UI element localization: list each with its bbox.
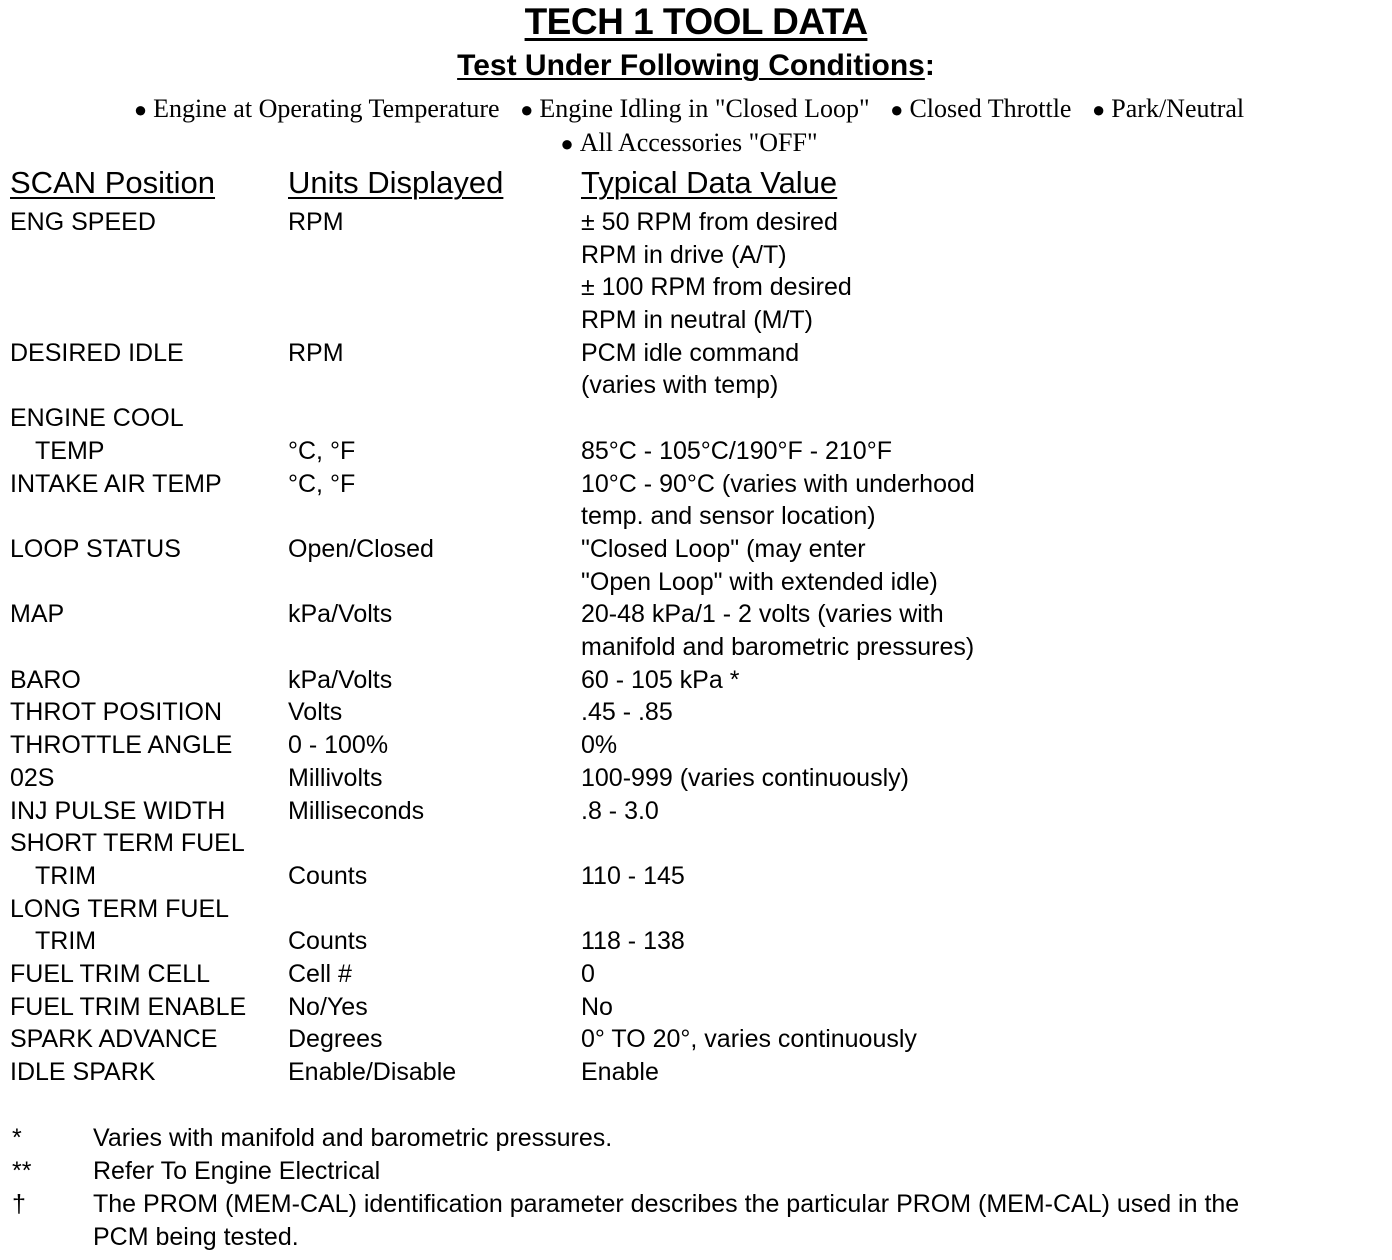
scan-position-cell — [10, 598, 280, 631]
units-cell-line: kPa/Volts — [288, 600, 393, 629]
condition-text: Engine Idling in "Closed Loop" — [539, 94, 870, 123]
scan-position-cell — [10, 1023, 280, 1056]
units-cell-line: °C, °F — [288, 436, 356, 465]
typical-value-cell — [581, 1056, 1381, 1089]
condition-text: Engine at Operating Temperature — [153, 94, 500, 123]
units-cell-line: Enable/Disable — [288, 1058, 457, 1087]
typical-value-cell-line: 85°C - 105°C/190°F - 210°F — [581, 436, 892, 465]
table-row — [0, 402, 1392, 467]
condition-text: Park/Neutral — [1111, 94, 1245, 123]
typical-value-cell-line: 60 - 105 kPa * — [581, 665, 740, 694]
units-cell-line: Cell # — [288, 959, 352, 988]
footnote-symbol: † — [12, 1190, 26, 1218]
scan-position-cell-line: 02S — [10, 763, 55, 792]
typical-value-cell — [581, 533, 1381, 598]
typical-value-cell-line: Enable — [581, 1058, 659, 1087]
units-cell-line: 0 - 100% — [288, 731, 389, 760]
scan-position-cell — [10, 762, 280, 795]
table-row — [0, 533, 1392, 598]
footnote-symbol: * — [12, 1124, 22, 1152]
units-cell — [288, 337, 568, 370]
footnote — [0, 1155, 1392, 1188]
units-cell-line: Open/Closed — [288, 534, 434, 563]
typical-value-cell-line: 0% — [581, 731, 618, 760]
typical-value-cell-line — [581, 827, 1381, 860]
table-row — [0, 468, 1392, 533]
page-title: TECH 1 TOOL DATA — [524, 1, 868, 42]
units-cell-line — [288, 402, 568, 435]
units-cell — [288, 696, 568, 729]
scan-position-cell — [10, 468, 280, 501]
typical-value-cell-line: 10°C - 90°C (varies with underhood — [581, 469, 975, 498]
typical-value-cell — [581, 468, 1381, 533]
units-cell — [288, 795, 568, 828]
scan-position-cell — [10, 696, 280, 729]
typical-value-cell-line: .45 - .85 — [581, 698, 673, 727]
units-cell-line: No/Yes — [288, 992, 368, 1021]
scan-position-cell-line: TRIM — [35, 861, 97, 890]
conditions-heading-colon: : — [924, 49, 935, 82]
scan-position-cell-line: THROTTLE ANGLE — [10, 731, 233, 760]
footnote-symbol: ** — [12, 1157, 32, 1185]
scan-position-cell-line: SPARK ADVANCE — [10, 1025, 218, 1054]
condition-item — [520, 94, 870, 123]
typical-value-cell — [581, 696, 1381, 729]
table-row — [0, 696, 1392, 729]
units-cell — [288, 893, 568, 958]
scan-position-cell — [10, 958, 280, 991]
scan-position-cell-line: DESIRED IDLE — [10, 338, 184, 367]
units-cell — [288, 1023, 568, 1056]
table-row — [0, 664, 1392, 697]
bullet-icon: ● — [890, 97, 904, 122]
scan-position-cell — [10, 795, 280, 828]
condition-item — [1092, 94, 1244, 123]
typical-value-cell-line: 110 - 145 — [581, 861, 685, 890]
test-conditions — [20, 92, 1372, 160]
scan-position-cell-line: FUEL TRIM ENABLE — [10, 992, 247, 1021]
bullet-icon: ● — [520, 97, 534, 122]
scan-position-cell — [10, 402, 280, 467]
scan-position-cell-line: THROT POSITION — [10, 698, 223, 727]
scan-position-cell-line: IDLE SPARK — [10, 1058, 156, 1087]
typical-value-cell-line: manifold and barometric pressures) — [581, 633, 975, 662]
typical-value-cell-line: "Open Loop" with extended idle) — [581, 567, 938, 596]
typical-value-cell — [581, 598, 1381, 663]
footnote — [0, 1188, 1392, 1254]
table-row — [0, 991, 1392, 1024]
footnote-text: The PROM (MEM-CAL) identification parameter describes the particular PROM (MEM-CAL) used in the — [93, 1190, 1240, 1218]
units-cell — [288, 533, 568, 566]
typical-value-cell-line: No — [581, 992, 613, 1021]
condition-item — [560, 128, 817, 157]
table-row — [0, 827, 1392, 892]
condition-item — [134, 94, 500, 123]
scan-position-cell — [10, 827, 280, 892]
typical-value-cell — [581, 402, 1381, 467]
footnote-text: Refer To Engine Electrical — [93, 1157, 381, 1185]
units-cell — [288, 1056, 568, 1089]
table-row — [0, 958, 1392, 991]
units-cell — [288, 598, 568, 631]
table-row — [0, 893, 1392, 958]
typical-value-cell — [581, 795, 1381, 828]
scan-position-cell — [10, 337, 280, 370]
typical-value-cell-line: 20-48 kPa/1 - 2 volts (varies with — [581, 600, 944, 629]
units-cell-line: kPa/Volts — [288, 665, 393, 694]
data-table — [0, 206, 1392, 1089]
condition-text: Closed Throttle — [909, 94, 1072, 123]
units-cell — [288, 402, 568, 467]
table-row — [0, 729, 1392, 762]
scan-position-cell-line: ENG SPEED — [10, 208, 156, 236]
units-cell-line: °C, °F — [288, 469, 356, 498]
scan-position-cell — [10, 893, 280, 958]
typical-value-cell — [581, 206, 1381, 337]
scan-position-cell-line: FUEL TRIM CELL — [10, 959, 211, 988]
table-row — [0, 795, 1392, 828]
scan-position-cell — [10, 991, 280, 1024]
typical-value-cell-line: "Closed Loop" (may enter — [581, 534, 866, 563]
units-cell-line: Volts — [288, 698, 343, 727]
table-row — [0, 598, 1392, 663]
table-row — [0, 1023, 1392, 1056]
units-cell-line: Millivolts — [288, 763, 383, 792]
units-cell-line: RPM — [288, 208, 344, 236]
units-cell-line: Counts — [288, 927, 368, 956]
footnotes — [0, 1122, 1392, 1254]
condition-text: All Accessories "OFF" — [579, 128, 818, 157]
typical-value-cell-line: PCM idle command — [581, 338, 800, 367]
column-header-units-displayed: Units Displayed — [288, 165, 504, 200]
units-cell — [288, 206, 568, 239]
typical-value-cell — [581, 664, 1381, 697]
condition-item — [890, 94, 1071, 123]
units-cell-line — [288, 827, 568, 860]
table-row — [0, 337, 1392, 402]
scan-position-cell — [10, 206, 280, 239]
bullet-icon: ● — [133, 97, 148, 122]
typical-value-cell — [581, 958, 1381, 991]
units-cell — [288, 729, 568, 762]
units-cell — [288, 958, 568, 991]
typical-value-cell-line — [581, 893, 1381, 926]
units-cell-line — [288, 893, 568, 926]
typical-value-cell-line: 118 - 138 — [581, 927, 685, 956]
conditions-heading-text: Test Under Following Conditions — [457, 49, 925, 82]
units-cell-line: Counts — [288, 861, 368, 890]
footnote — [0, 1122, 1392, 1155]
typical-value-cell — [581, 762, 1381, 795]
table-row — [0, 206, 1392, 337]
scan-position-cell-line: TEMP — [35, 436, 105, 465]
scan-position-cell-line: ENGINE COOL — [10, 404, 184, 433]
units-cell-line: Milliseconds — [288, 796, 425, 825]
units-cell-line: Degrees — [288, 1025, 383, 1054]
units-cell — [288, 762, 568, 795]
typical-value-cell — [581, 337, 1381, 402]
scan-position-cell-line: LONG TERM FUEL — [10, 894, 230, 923]
typical-value-cell — [581, 1023, 1381, 1056]
typical-value-cell — [581, 991, 1381, 1024]
typical-value-cell-line: ± 50 RPM from desired — [581, 208, 838, 236]
scan-position-cell-line: MAP — [10, 600, 65, 629]
scan-position-cell-line: BARO — [10, 665, 81, 694]
typical-value-cell — [581, 893, 1381, 958]
typical-value-cell-line: RPM in neutral (M/T) — [581, 306, 813, 335]
bullet-icon: ● — [560, 131, 574, 156]
column-header-typical-data-value: Typical Data Value — [581, 165, 838, 200]
units-cell — [288, 468, 568, 501]
typical-value-cell-line: temp. and sensor location) — [581, 502, 876, 531]
scan-position-cell — [10, 729, 280, 762]
typical-value-cell-line: 100-999 (varies continuously) — [581, 763, 909, 792]
units-cell-line: RPM — [288, 338, 344, 367]
typical-value-cell-line: ± 100 RPM from desired — [581, 273, 852, 302]
typical-value-cell — [581, 729, 1381, 762]
table-row — [0, 762, 1392, 795]
typical-value-cell-line: .8 - 3.0 — [581, 796, 659, 825]
units-cell — [288, 664, 568, 697]
typical-value-cell-line — [581, 402, 1381, 435]
scan-position-cell-line: LOOP STATUS — [10, 534, 181, 563]
typical-value-cell-line: (varies with temp) — [581, 371, 779, 400]
bullet-icon: ● — [1091, 97, 1106, 122]
scan-position-cell — [10, 1056, 280, 1089]
footnote-text: PCM being tested. — [93, 1223, 299, 1251]
scan-position-cell — [10, 533, 280, 566]
footnote-text: Varies with manifold and barometric pressures. — [93, 1124, 613, 1152]
typical-value-cell-line: 0 — [581, 959, 595, 988]
scan-position-cell-line: SHORT TERM FUEL — [10, 829, 245, 858]
units-cell — [288, 991, 568, 1024]
typical-value-cell-line: RPM in drive (A/T) — [581, 240, 787, 269]
scan-position-cell-line: INTAKE AIR TEMP — [10, 469, 222, 498]
typical-value-cell — [581, 827, 1381, 892]
column-header-scan-position: SCAN Position — [10, 165, 216, 200]
table-header — [0, 163, 1392, 203]
table-row — [0, 1056, 1392, 1089]
scan-position-cell-line: INJ PULSE WIDTH — [10, 796, 226, 825]
scan-position-cell — [10, 664, 280, 697]
conditions-heading — [0, 48, 1392, 84]
units-cell — [288, 827, 568, 892]
typical-value-cell-line: 0° TO 20°, varies continuously — [581, 1025, 917, 1054]
scan-position-cell-line: TRIM — [35, 927, 97, 956]
